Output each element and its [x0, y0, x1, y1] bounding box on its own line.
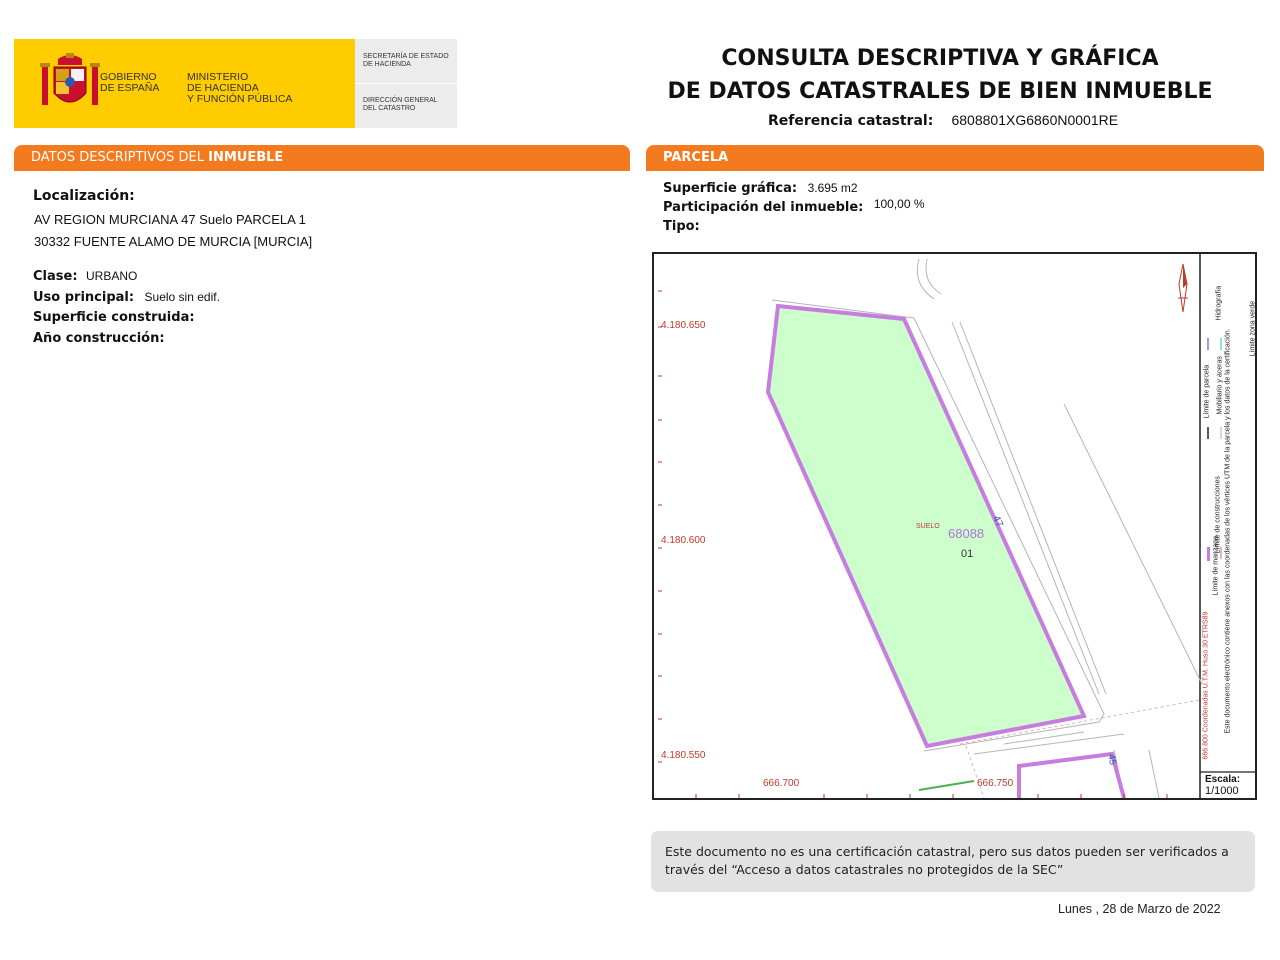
doc-note-legend: Este documento electrónico contiene anexos con las coordenadas de los vértices UTM de la parcela y los datos de la certificación.	[1224, 328, 1232, 734]
uso-label: Uso principal:	[33, 290, 135, 305]
document-title: CONSULTA DESCRIPTIVA Y GRÁFICA DE DATOS CATASTRALES DE BIEN INMUEBLE	[667, 46, 1213, 104]
superficie-grafica-label: Superficie gráfica:	[663, 181, 798, 196]
superficie-grafica-value: 3.695 m2	[807, 181, 858, 195]
y-label-600: 4.180.600	[661, 535, 706, 546]
datos-descriptivos-title: DATOS DESCRIPTIVOS DEL INMUEBLE	[31, 150, 284, 165]
referencia-catastral	[768, 112, 1118, 129]
uso-row	[33, 288, 220, 306]
parcel-sub: 01	[961, 548, 974, 560]
scale-value: 1/1000	[1205, 785, 1239, 797]
legend-hidrografia: Hidrografía	[1215, 285, 1223, 321]
superficie-construida-label: Superficie construida:	[33, 310, 195, 325]
legend-zona-verde: Límite zona verde	[1249, 300, 1257, 357]
north-arrow-icon	[1178, 264, 1188, 312]
y-label-550: 4.180.550	[661, 750, 706, 761]
direccion-catastro-text: DIRECCIÓN GENERAL DEL CATASTRO	[363, 97, 438, 112]
participacion-label: Participación del inmueble:	[663, 200, 864, 215]
tipo-label: Tipo:	[663, 219, 700, 234]
legend-manzana: Límite de manzana	[1212, 535, 1220, 596]
ministerio-text: MINISTERIO DE HACIENDA Y FUNCIÓN PÚBLICA	[187, 71, 293, 105]
participacion-value: 100,00 %	[873, 197, 925, 211]
x-label-700: 666.700	[763, 778, 800, 789]
legend-mobiliario: Mobiliario y aceras	[1216, 356, 1224, 415]
datos-descriptivos-bar	[14, 145, 630, 171]
cadastral-map	[652, 252, 1257, 800]
government-logo	[14, 39, 355, 128]
localizacion-line2: 30332 FUENTE ALAMO DE MURCIA [MURCIA]	[34, 234, 313, 249]
superficie-grafica-row	[663, 179, 858, 197]
parcel-number: 68088	[948, 526, 985, 541]
coords-legend: 666.800 Coordenadas U.T.M. Huso 30 ETRS89	[1202, 611, 1210, 760]
clase-row	[33, 267, 137, 285]
legend-parcela: Límite de parcela	[1203, 364, 1211, 419]
secretaria-text: SECRETARÍA DE ESTADO DE HACIENDA	[363, 53, 449, 68]
secretaria-block	[355, 39, 457, 128]
anio-construccion-label: Año construcción:	[33, 331, 165, 346]
street-number-47: 47	[990, 514, 1005, 529]
green-zone-line	[919, 781, 974, 790]
disclaimer-box	[651, 831, 1255, 892]
uso-value: Suelo sin edif.	[144, 290, 220, 304]
participacion-row	[663, 198, 925, 216]
clase-label: Clase:	[33, 269, 78, 284]
clase-value: URBANO	[85, 269, 138, 283]
street-number-45: 45	[1105, 753, 1118, 766]
parcela-title: PARCELA	[663, 150, 729, 165]
ref-label: Referencia catastral:	[768, 113, 934, 129]
x-label-750: 666.750	[977, 778, 1014, 789]
logo-divider	[355, 83, 457, 84]
disclaimer-text: Este documento no es una certificación catastral, pero sus datos pueden ser verificados a través del “Acceso a datos catastrales no protegidos de la SEC”	[665, 844, 1229, 877]
localizacion-label: Localización:	[33, 188, 135, 204]
scale-label: Escala:	[1205, 774, 1241, 785]
document-date: Lunes , 28 de Marzo de 2022	[1058, 902, 1221, 916]
localizacion-line1: AV REGION MURCIANA 47 Suelo PARCELA 1	[34, 212, 306, 227]
gobierno-espana-text: GOBIERNO DE ESPAÑA	[100, 71, 160, 94]
legend-construcciones: Límite de construcciones	[1214, 476, 1222, 554]
suelo-label: SUELO	[916, 523, 940, 530]
ref-value: 6808801XG6860N0001RE	[951, 112, 1119, 128]
coat-of-arms-icon	[40, 51, 100, 115]
parcela-bar	[646, 145, 1264, 171]
legend-manzana-swatch	[1207, 547, 1210, 561]
y-label-650: 4.180.650	[661, 320, 706, 331]
